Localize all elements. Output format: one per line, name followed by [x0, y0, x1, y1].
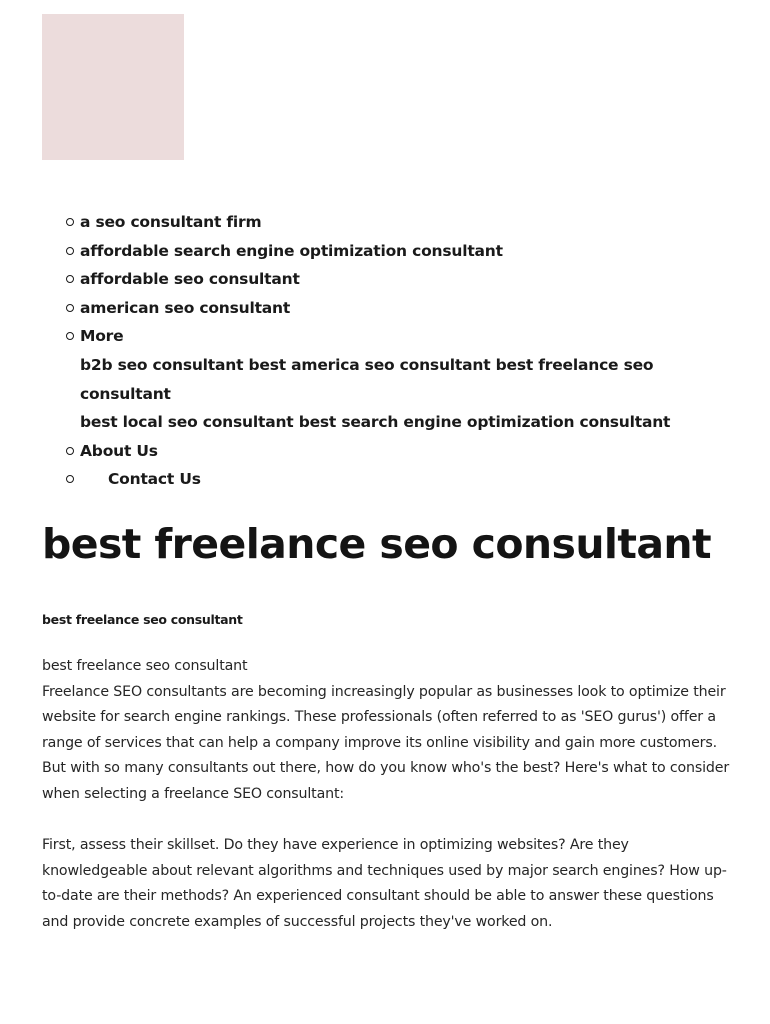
nav-item[interactable] — [60, 237, 740, 266]
main-nav — [60, 208, 740, 494]
nav-item-about[interactable] — [60, 437, 740, 466]
nav-link-about[interactable]: About Us — [80, 441, 158, 460]
nav-link-contact[interactable]: Contact Us — [108, 470, 201, 489]
paragraph: Freelance SEO consultants are becoming increasingly popular as businesses look to optimize their website for search engine rankings. These professionals (often referred to as 'SEO gurus') offer a range of services that can help a company improve its online visibility and gain more customers. But with so many consultants out there, how do you know who's the best? Here's what to consider when selecting a freelance SEO consultant: — [42, 683, 730, 802]
nav-link[interactable]: affordable search engine optimization consultant — [80, 241, 503, 260]
paragraph: First, assess their skillset. Do they have experience in optimizing websites? Are they knowledgeable about relevant algorithms and techniques used by major search engines? How up-to-date are their methods? An experienced consultant should be able to answer these questions and provide concrete examples of successful projects they've worked on. — [42, 837, 727, 930]
nav-link-more[interactable]: More — [80, 327, 124, 346]
circle-bullet-icon — [66, 475, 74, 483]
more-submenu-line[interactable]: best local seo consultant best search engine optimization consultant — [80, 413, 671, 432]
circle-bullet-icon — [66, 447, 74, 455]
circle-bullet-icon — [66, 247, 74, 255]
nav-link[interactable]: a seo consultant firm — [80, 213, 262, 231]
nav-item[interactable] — [60, 265, 740, 294]
page-title: best freelance seo consultant — [42, 520, 712, 568]
circle-bullet-icon — [66, 218, 74, 226]
article-body — [42, 654, 732, 936]
nav-item[interactable] — [60, 294, 740, 323]
nav-link[interactable]: affordable seo consultant — [80, 270, 300, 289]
intro-line: best freelance seo consultant — [42, 658, 248, 674]
nav-item-contact[interactable] — [60, 465, 740, 494]
nav-link[interactable]: american seo consultant — [80, 298, 291, 317]
circle-bullet-icon — [66, 304, 74, 312]
nav-item-more[interactable] — [60, 322, 740, 436]
page-subtitle: best freelance seo consultant — [42, 612, 243, 627]
circle-bullet-icon — [66, 332, 74, 340]
nav-item[interactable] — [60, 208, 740, 237]
site-logo[interactable] — [42, 14, 184, 160]
circle-bullet-icon — [66, 275, 74, 283]
more-submenu-line[interactable]: b2b seo consultant best america seo consultant best freelance seo consultant — [80, 355, 654, 403]
